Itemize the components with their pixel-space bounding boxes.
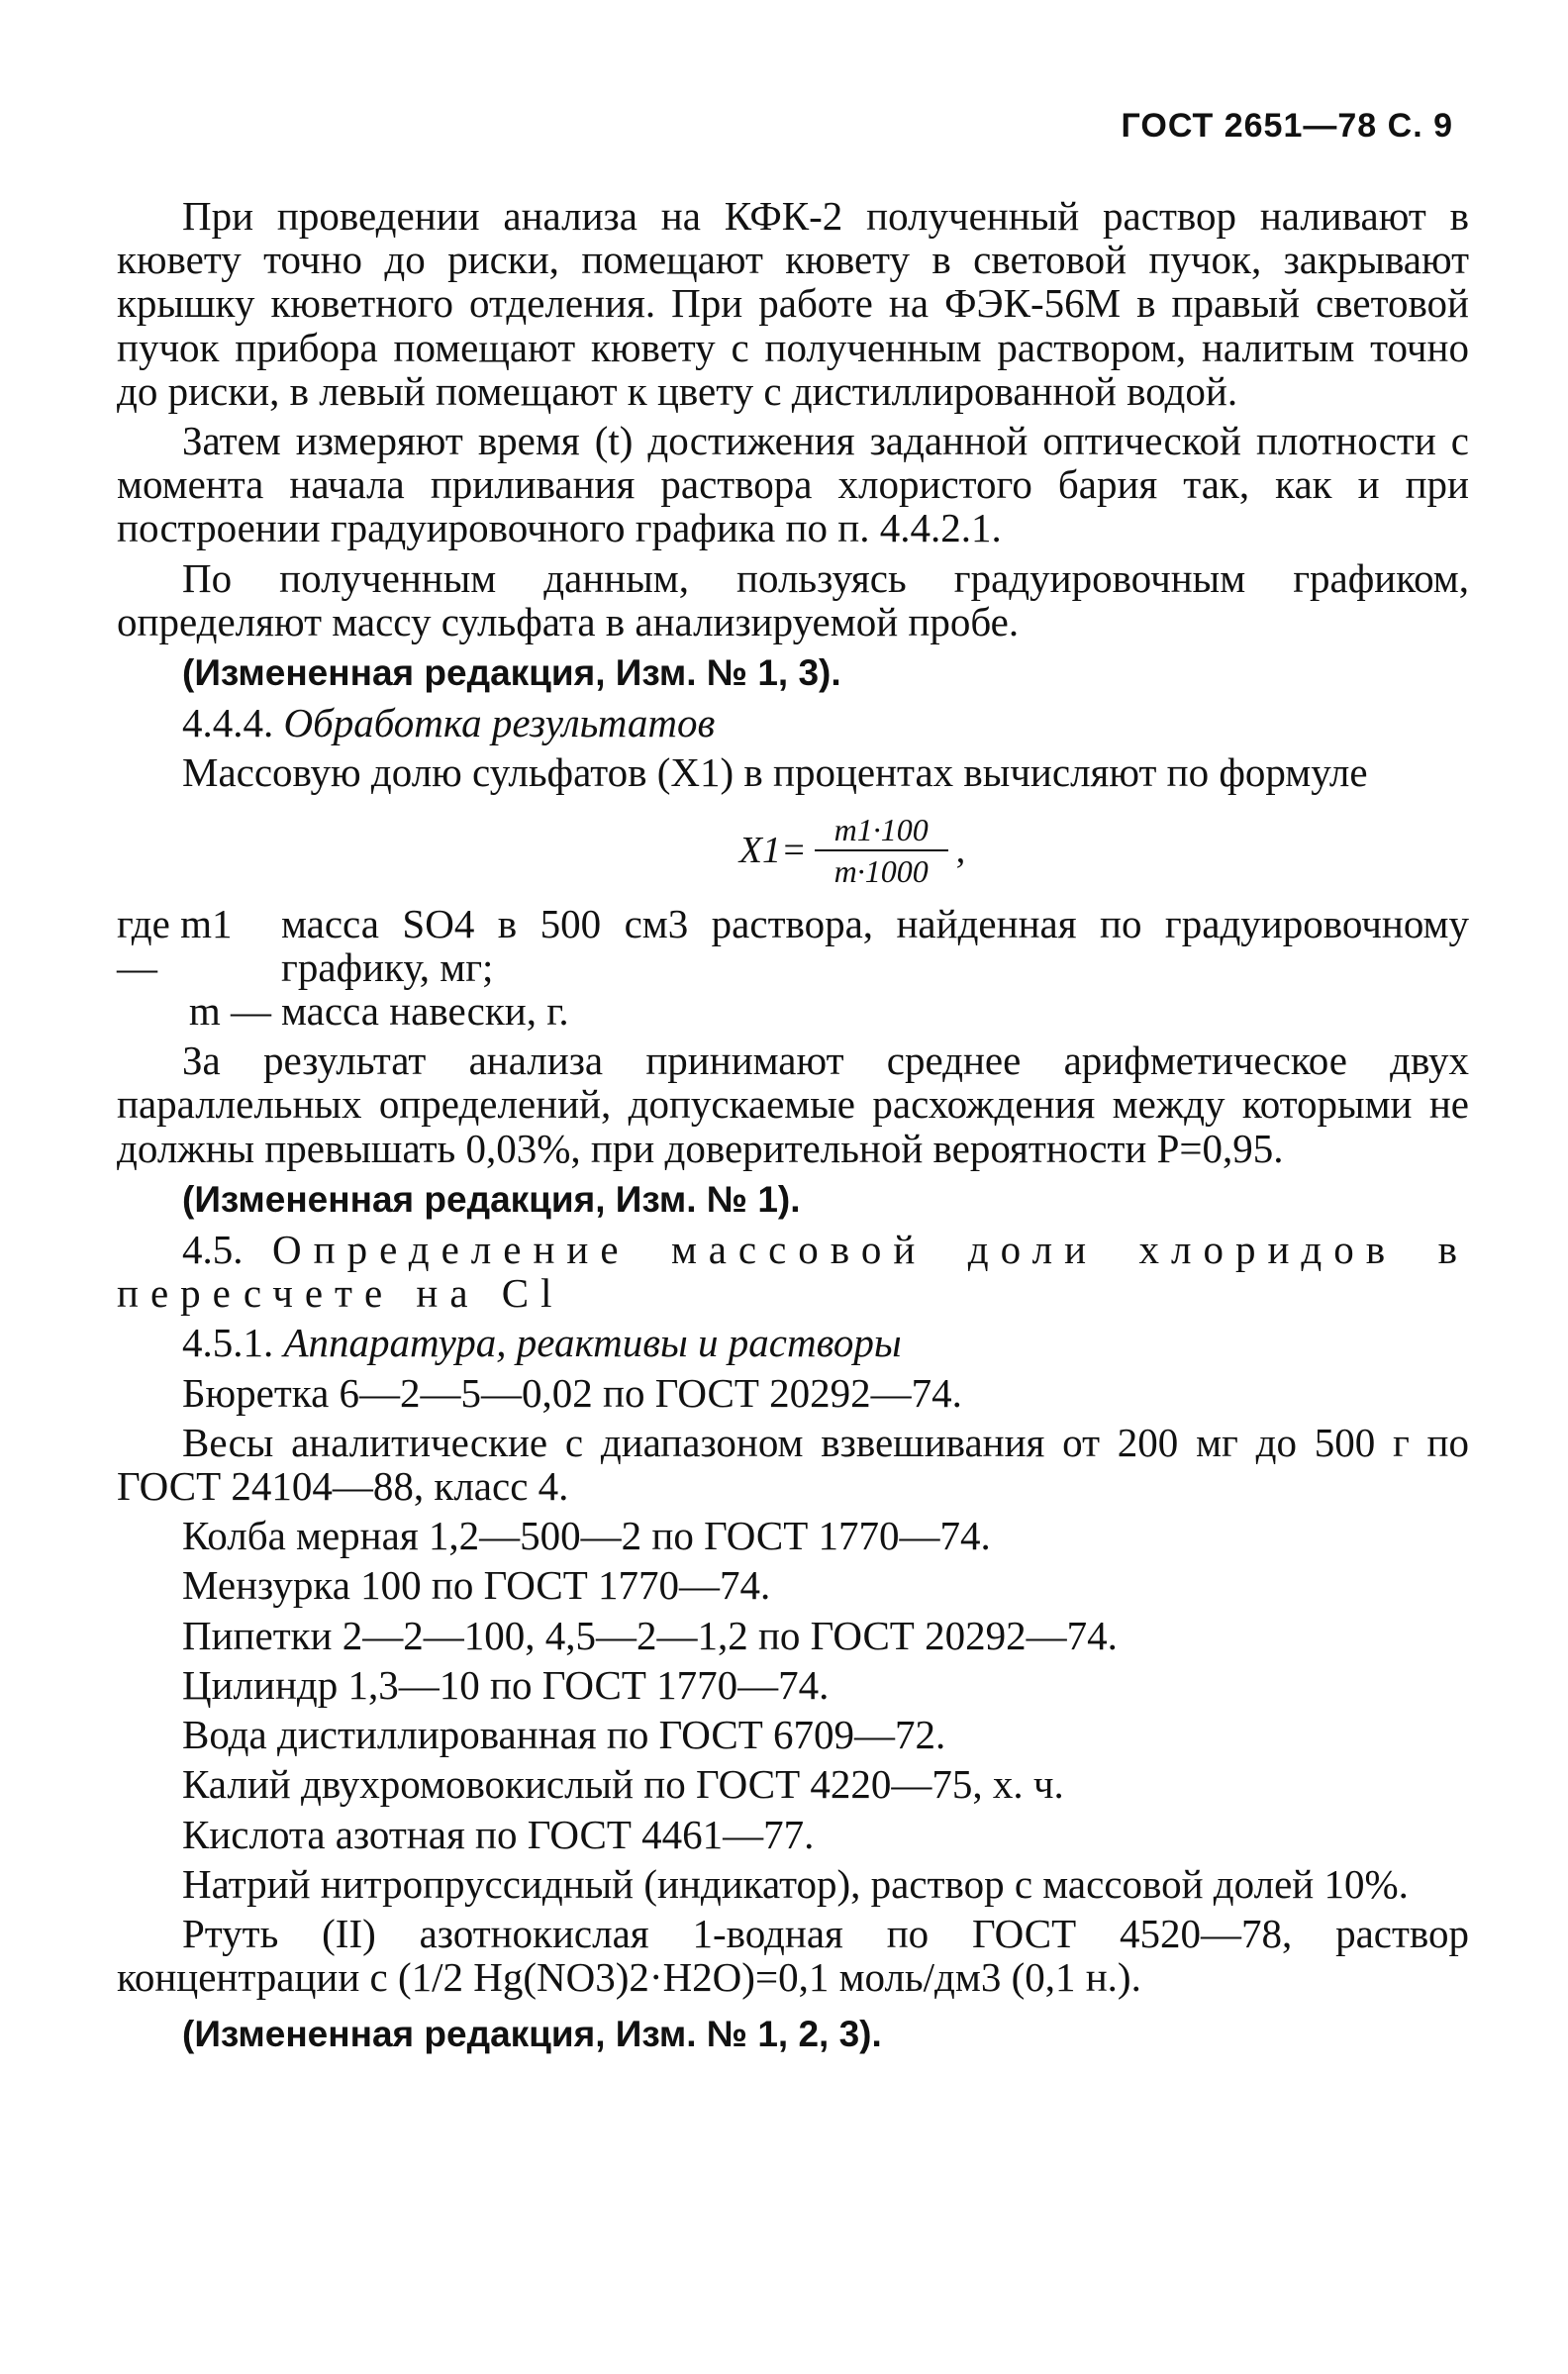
section-title: Аппаратура, реактивы и растворы — [283, 1320, 902, 1366]
legend-text: масса навески, г. — [281, 988, 569, 1035]
list-item: Вода дистиллированная по ГОСТ 6709—72. — [182, 1712, 946, 1758]
formula-tail: , — [955, 829, 966, 871]
list-item: Пипетки 2—2—100, 4,5—2—1,2 по ГОСТ 20292—74. — [182, 1612, 1118, 1658]
list-item: Колба мерная 1,2—500—2 по ГОСТ 1770—74. — [182, 1513, 991, 1559]
formula-numerator: m1·100 — [815, 812, 948, 851]
amendment-note: (Измененная редакция, Изм. № 1, 3). — [182, 652, 841, 694]
legend-symbol: m — — [188, 988, 271, 1035]
equipment-list — [117, 1371, 1469, 2000]
legend-text: масса SO4 в 500 см3 раствора, найденная по градуировочному графику, мг; — [281, 900, 1469, 990]
formula-lhs: X1= — [738, 829, 807, 871]
list-item: Цилиндр 1,3—10 по ГОСТ 1770—74. — [182, 1661, 830, 1708]
section-number: 4.4.4. — [182, 700, 274, 746]
formula-legend — [117, 902, 1469, 1034]
paragraph: Затем измеряют время (t) достижения заданной оптической плотности с момента начала приливания раствора хлористого бария так, как и при построении градуировочного графика по п. 4.4.2.1. — [117, 418, 1469, 551]
page-header: ГОСТ 2651—78 С. 9 — [1121, 107, 1453, 145]
amendment-note: (Измененная редакция, Изм. № 1, 2, 3). — [182, 2014, 882, 2055]
section-number: 4.5. — [182, 1227, 244, 1273]
section-heading-4-4-4 — [117, 701, 1469, 744]
list-item: Кислота азотная по ГОСТ 4461—77. — [182, 1811, 815, 1857]
formula — [236, 805, 1469, 896]
paragraph: По полученным данным, пользуясь градуировочным графиком, определяют массу сульфата в анализируемой пробе. — [117, 554, 1469, 644]
list-item: Калий двухромовокислый по ГОСТ 4220—75, х. ч. — [182, 1761, 1064, 1808]
list-item: Мензурка 100 по ГОСТ 1770—74. — [182, 1562, 771, 1609]
section-heading-4-5-1 — [117, 1321, 1469, 1364]
section-heading-4-5 — [117, 1228, 1469, 1315]
formula-denominator: m·1000 — [833, 852, 929, 889]
section-title: Обработка результатов — [283, 700, 716, 746]
paragraph: При проведении анализа на КФК-2 полученный раствор наливают в кювету точно до риски, помещают кювету в световой пучок, закрывают крышку кюветного отделения. При работе на ФЭК-56М в правый световой пучок прибора помещают кювету с полученным раствором, налитым точно до риски, в левый помещают к цвету с дистиллированной водой. — [117, 193, 1469, 414]
list-item: Ртуть (II) азотнокислая 1-водная по ГОСТ 4520—78, раствор концентрации c (1/2 Hg(NO3)2·H2O)=0,1 моль/дм3 (0,1 н.). — [117, 1910, 1469, 2001]
list-item: Натрий нитропруссидный (индикатор), раствор с массовой долей 10%. — [182, 1860, 1409, 1907]
section-number: 4.5.1. — [182, 1320, 274, 1366]
section-title: Определение массовой доли хлоридов в пересчете на Cl — [117, 1227, 1470, 1317]
page-content — [117, 194, 1469, 2063]
paragraph: Массовую долю сульфатов (X1) в процентах вычисляют по формуле — [182, 749, 1368, 796]
paragraph: За результат анализа принимают среднее арифметическое двух параллельных определений, допускаемые расхождения между которыми не должны превышать 0,03%, при доверительной вероятности P=0,95. — [117, 1038, 1469, 1171]
list-item: Весы аналитические с диапазоном взвешивания от 200 мг до 500 г по ГОСТ 24104—88, класс 4. — [117, 1419, 1469, 1510]
formula-fraction — [815, 812, 948, 889]
amendment-note: (Измененная редакция, Изм. № 1). — [182, 1178, 801, 1220]
legend-symbol: где m1 — — [117, 900, 233, 990]
list-item: Бюретка 6—2—5—0,02 по ГОСТ 20292—74. — [182, 1369, 962, 1416]
